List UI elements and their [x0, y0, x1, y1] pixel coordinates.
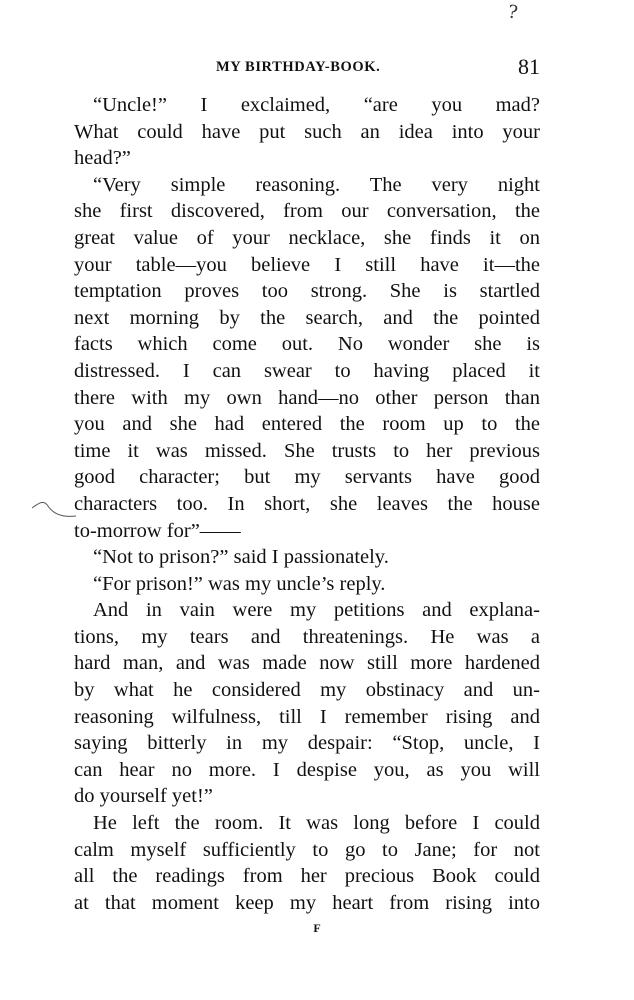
page-number: 81	[518, 54, 540, 79]
text-line: great value of your necklace, she finds it on	[74, 226, 540, 249]
text-line: “Uncle!” I exclaimed, “are you mad?	[93, 94, 540, 116]
text-line: characters too. In short, she leaves the house	[74, 492, 540, 515]
running-title: MY BIRTHDAY-BOOK.	[216, 59, 381, 75]
signature-mark: F	[313, 921, 321, 935]
text-line: she first discovered, from our conversation, the	[74, 200, 540, 223]
text-line: there with my own hand—no other person than	[74, 386, 540, 409]
page-header	[74, 52, 540, 80]
text-line: “Not to prison?” said I passionately.	[93, 546, 389, 569]
text-line: all the readings from her precious Book could	[74, 865, 540, 888]
text-line: can hear no more. I despise you, as you will	[74, 758, 540, 781]
text-line: facts which come out. No wonder she is	[74, 333, 540, 356]
text-line: saying bitterly in my despair: “Stop, uncle, I	[74, 732, 540, 755]
text-line: reasoning wilfulness, till I remember rising and	[74, 705, 540, 728]
text-line: time it was missed. She trusts to her previous	[74, 439, 540, 462]
text-line: next morning by the search, and the pointed	[74, 306, 540, 329]
text-line: by what he considered my obstinacy and un-	[74, 679, 540, 702]
text-line: “Very simple reasoning. The very night	[93, 173, 540, 196]
text-line: head?”	[74, 147, 131, 170]
text-line: tions, my tears and threatenings. He was a	[74, 625, 540, 648]
text-line: He left the room. It was long before I could	[93, 812, 540, 835]
text-line: What could have put such an idea into your	[74, 120, 540, 143]
text-line: distressed. I can swear to having placed it	[74, 359, 540, 382]
text-line: do yourself yet!”	[74, 785, 213, 808]
text-line: you and she had entered the room up to the	[74, 413, 540, 436]
body-text	[74, 92, 540, 916]
text-line: at that moment keep my heart from rising into	[74, 891, 540, 914]
text-line: to-morrow for”——	[74, 519, 241, 542]
margin-pencil-mark	[30, 496, 78, 522]
text-line: And in vain were my petitions and explana-	[93, 599, 540, 622]
text-line: calm myself sufficiently to go to Jane; for not	[74, 838, 540, 861]
corner-pencil-mark: ?	[506, 1, 520, 24]
text-line: good character; but my servants have good	[74, 466, 540, 489]
text-line: hard man, and was made now still more hardened	[74, 652, 540, 675]
text-line: your table—you believe I still have it—the	[74, 253, 540, 276]
text-line: temptation proves too strong. She is startled	[74, 280, 540, 303]
text-line: “For prison!” was my uncle’s reply.	[93, 572, 386, 595]
